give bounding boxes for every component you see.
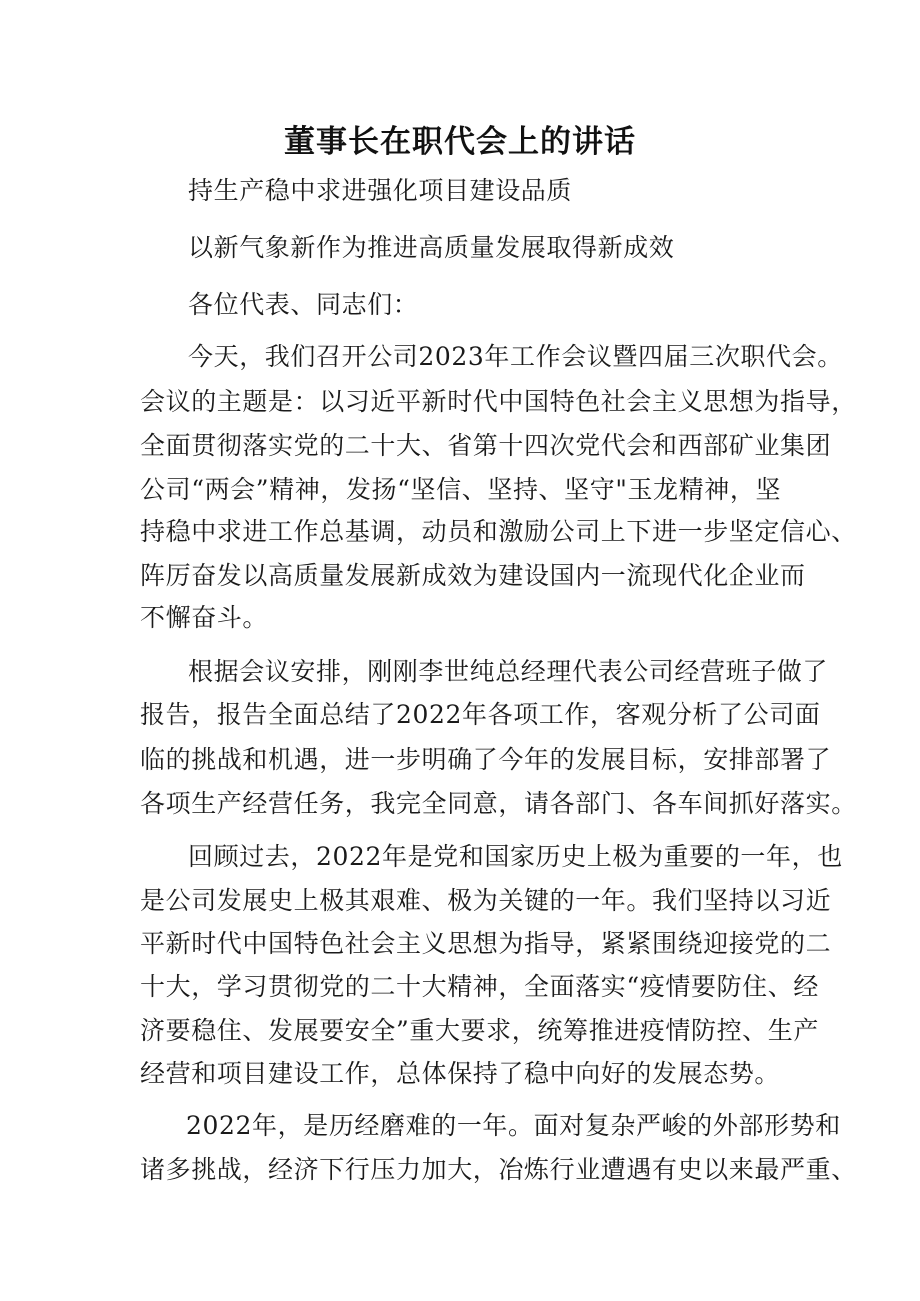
paragraph-3-line-1: 回顾过去，2022年是党和国家历史上极为重要的一年，也 xyxy=(188,842,843,871)
paragraph-4-line-2: 诸多挑战，经济下行压力加大，冶炼行业遭遇有史以来最严重、 xyxy=(140,1155,857,1184)
paragraph-3-line-6: 经营和项目建设工作，总体保持了稳中向好的发展态势。 xyxy=(140,1059,781,1088)
paragraph-1-line-1: 今天，我们召开公司2023年工作会议暨四届三次职代会。 xyxy=(188,342,843,371)
paragraph-2-line-3: 临的挑战和机遇，进一步明确了今年的发展目标，安排部署了 xyxy=(140,745,832,774)
paragraph-3-line-4: 十大，学习贯彻党的二十大精神，全面落实“疫情要防住、经 xyxy=(140,972,819,1001)
paragraph-1-line-5: 持稳中求进工作总基调，动员和激励公司上下进一步坚定信心、 xyxy=(140,517,857,546)
paragraph-1-line-7: 不懈奋斗。 xyxy=(140,603,269,632)
paragraph-3-line-3: 平新时代中国特色社会主义思想为指导，紧紧围绕迎接党的二 xyxy=(140,929,832,958)
paragraph-2-line-2: 报告，报告全面总结了2022年各项工作，客观分析了公司面 xyxy=(140,700,821,729)
paragraph-3-line-2: 是公司发展史上极其艰难、极为关键的一年。我们坚持以习近 xyxy=(140,886,832,915)
paragraph-3-line-5: 济要稳住、发展要安全”重大要求，统筹推进疫情防控、生产 xyxy=(140,1016,819,1045)
subtitle-line-1: 持生产稳中求进强化项目建设品质 xyxy=(188,176,573,205)
paragraph-2-line-1: 根据会议安排，刚刚李世纯总经理代表公司经营班子做了 xyxy=(188,657,829,686)
paragraph-2-line-4: 各项生产经营任务，我完全同意，请各部门、各车间抓好落实。 xyxy=(140,789,857,818)
paragraph-4-line-1: 2022年，是历经磨难的一年。面对复杂严峻的外部形势和 xyxy=(186,1111,841,1140)
salutation: 各位代表、同志们： xyxy=(188,290,419,319)
subtitle-line-2: 以新气象新作为推进高质量发展取得新成效 xyxy=(188,233,675,262)
paragraph-1-line-2: 会议的主题是：以习近平新时代中国特色社会主义思想为指导， xyxy=(140,387,857,416)
paragraph-1-line-3: 全面贯彻落实党的二十大、省第十四次党代会和西部矿业集团 xyxy=(140,431,832,460)
paragraph-1-line-6: 阵厉奋发以高质量发展新成效为建设国内一流现代化企业而 xyxy=(140,561,806,590)
paragraph-1-line-4: 公司“两会”精神，发扬“坚信、坚持、坚守"玉龙精神，坚 xyxy=(140,475,782,504)
document-title: 董事长在职代会上的讲话 xyxy=(284,124,636,160)
